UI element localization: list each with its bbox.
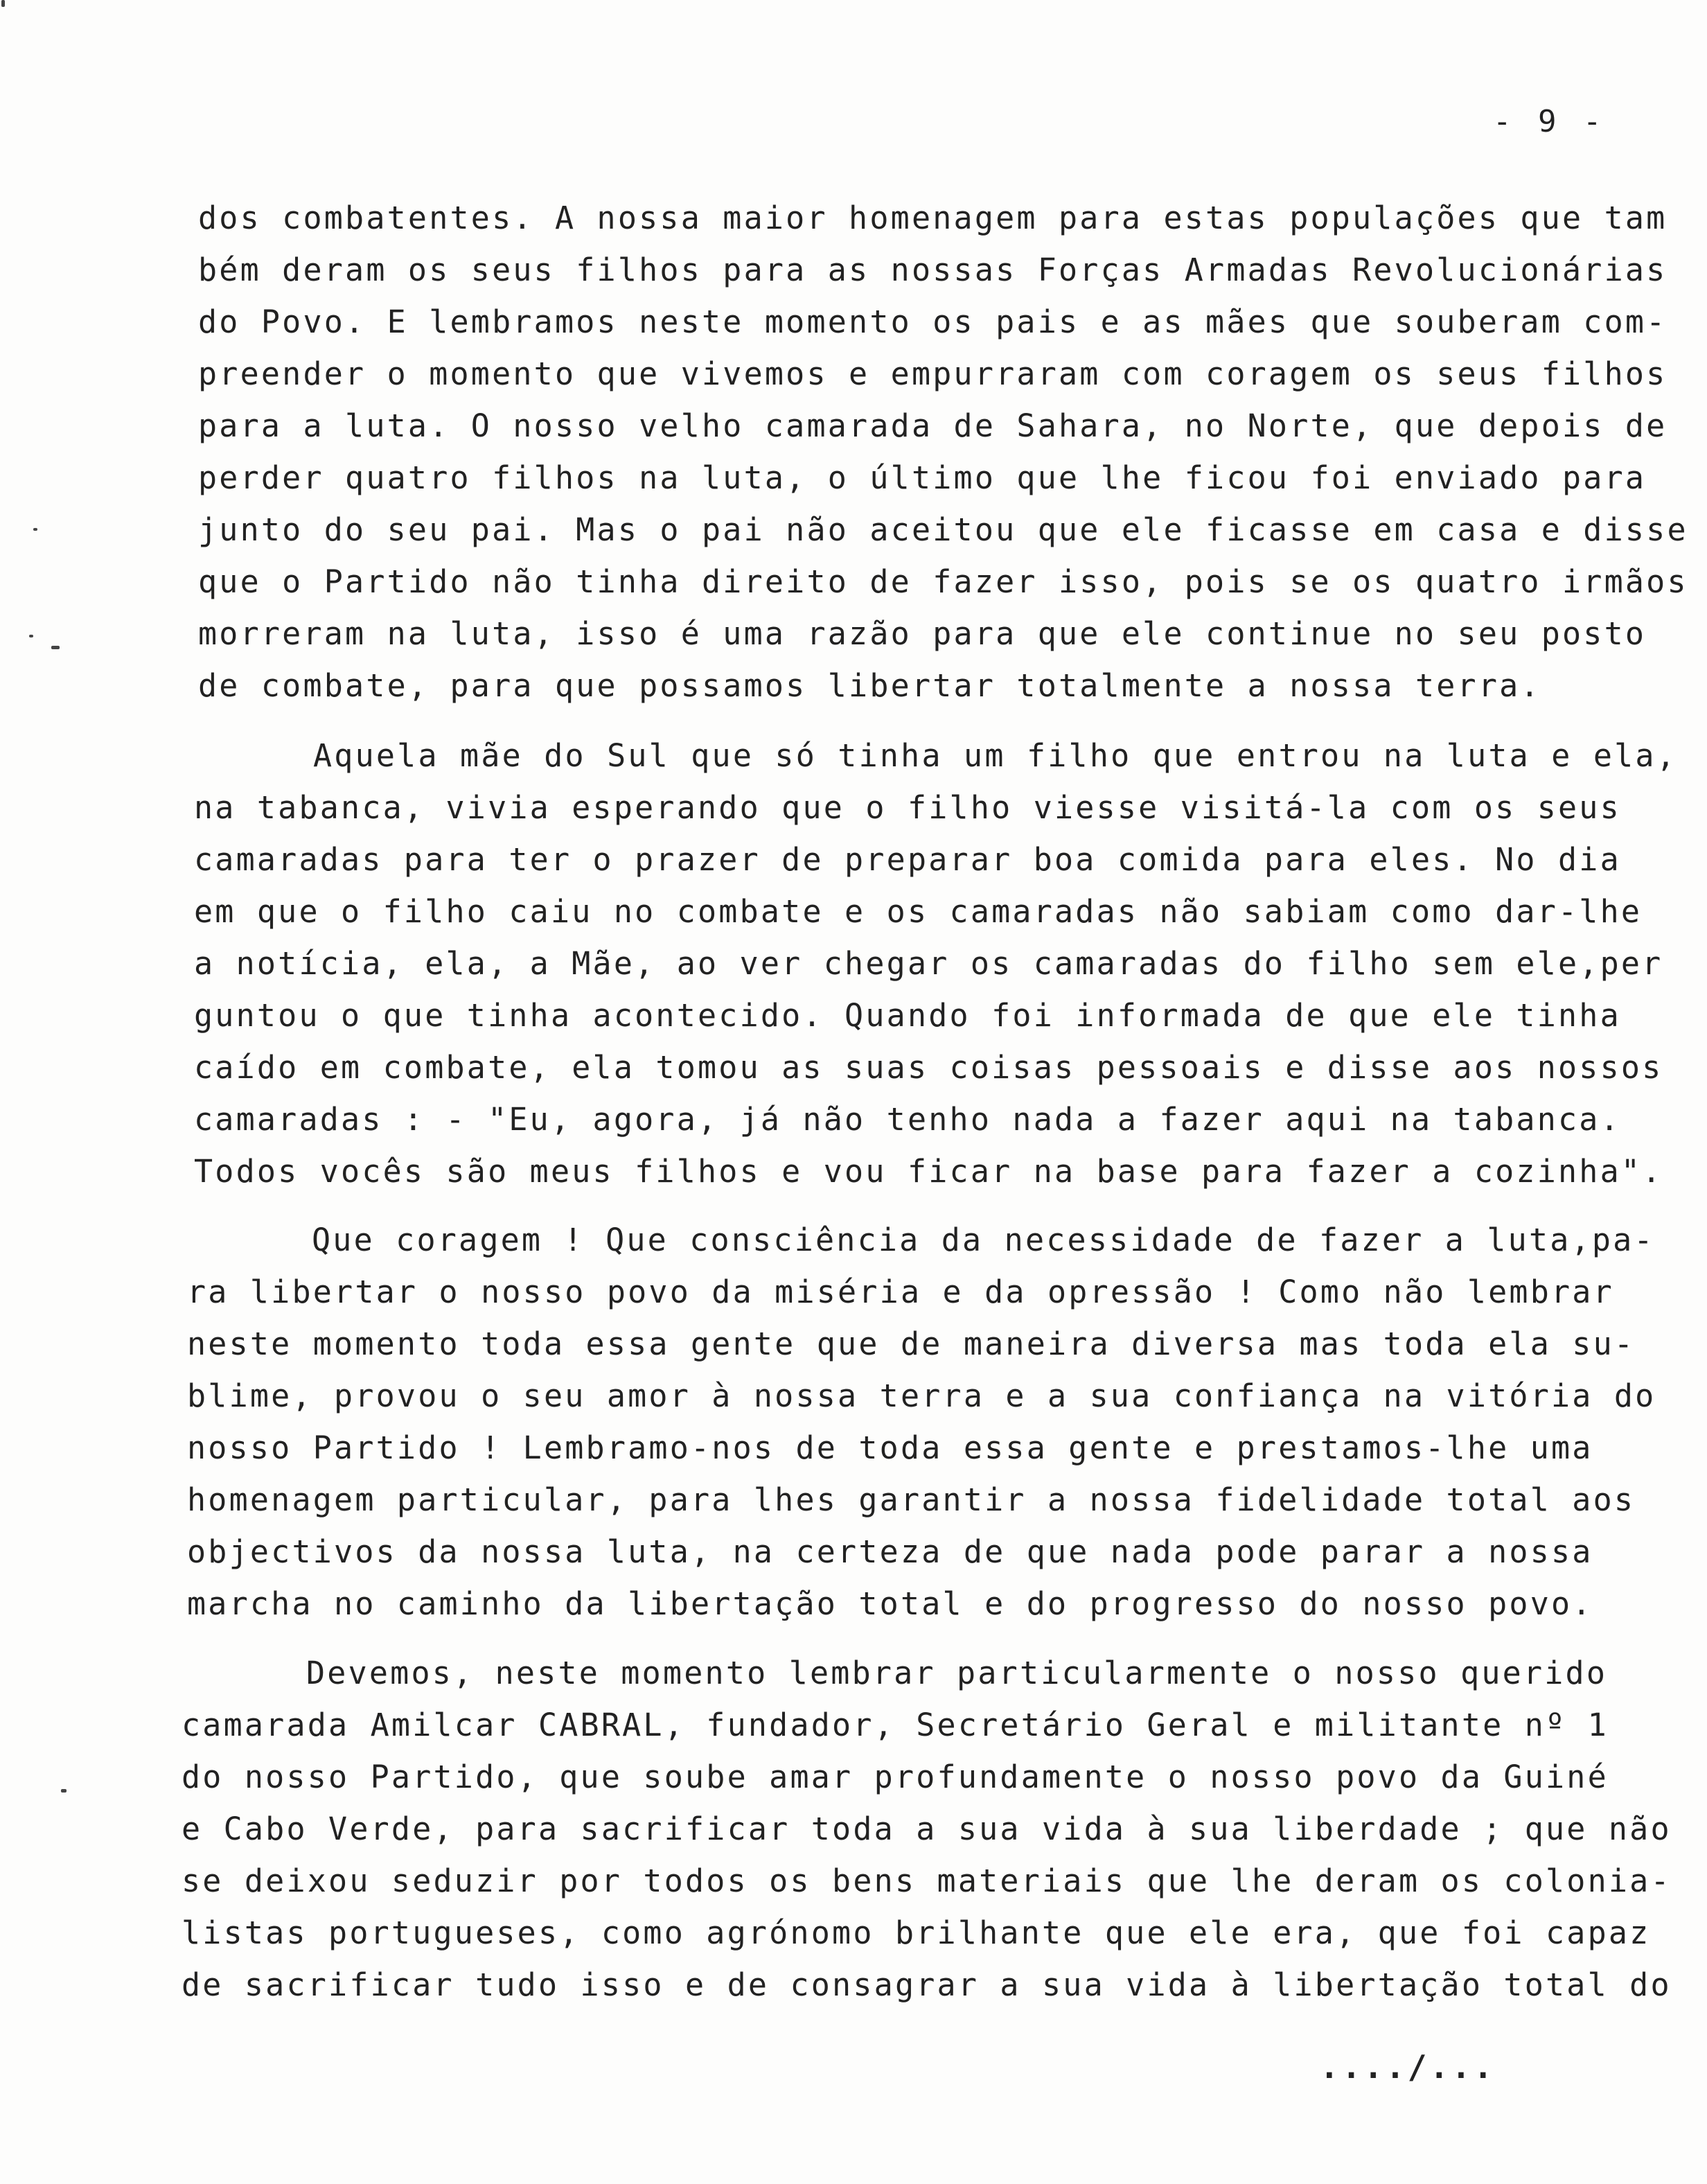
text-line: camaradas para ter o prazer de preparar boa comida para eles. No dia — [194, 841, 1621, 878]
text-line: dos combatentes. A nossa maior homenagem para estas populações que tam — [198, 200, 1668, 236]
page-number: - 9 - — [1493, 104, 1606, 139]
text-line: perder quatro filhos na luta, o último que lhe ficou foi enviado para — [198, 459, 1647, 496]
text-line: marcha no caminho da libertação total e do progresso do nosso povo. — [187, 1585, 1593, 1622]
text-line: bém deram os seus filhos para as nossas Forças Armadas Revolucionárias — [198, 252, 1668, 288]
text-line: preender o momento que vivemos e empurraram com coragem os seus filhos — [198, 355, 1668, 392]
text-line: junto do seu pai. Mas o pai não aceitou que ele ficasse em casa e disse — [198, 511, 1688, 548]
text-line: a notícia, ela, a Mãe, ao ver chegar os camaradas do filho sem ele,per — [194, 945, 1663, 982]
text-line: camaradas : - "Eu, agora, já não tenho nada a fazer aqui na tabanca. — [194, 1101, 1621, 1138]
text-line: e Cabo Verde, para sacrificar toda a sua vida à sua liberdade ; que não — [182, 1811, 1672, 1847]
scan-speck — [61, 1789, 67, 1793]
text-line: blime, provou o seu amor à nossa terra e a sua confiança na vitória do — [187, 1377, 1656, 1414]
text-line: nosso Partido ! Lembramo-nos de toda essa gente e prestamos-lhe uma — [187, 1429, 1593, 1466]
text-line: do Povo. E lembramos neste momento os pais e as mães que souberam com- — [198, 303, 1668, 340]
text-line: do nosso Partido, que soube amar profundamente o nosso povo da Guiné — [182, 1759, 1609, 1795]
scan-speck — [51, 646, 60, 649]
text-line: em que o filho caiu no combate e os camaradas não sabiam como dar-lhe — [194, 893, 1643, 930]
text-line: camarada Amilcar CABRAL, fundador, Secretário Geral e militante nº 1 — [182, 1707, 1609, 1743]
text-line: Todos vocês são meus filhos e vou ficar na base para fazer a cozinha". — [194, 1153, 1663, 1190]
text-line: se deixou seduzir por todos os bens materiais que lhe deram os colonia- — [182, 1862, 1672, 1899]
text-line: Devemos, neste momento lembrar particularmente o nosso querido — [306, 1655, 1608, 1691]
scan-speck — [1, 0, 5, 7]
text-line: de sacrificar tudo isso e de consagrar a sua vida à libertação total do — [182, 1966, 1672, 2003]
text-line: caído em combate, ela tomou as suas coisas pessoais e disse aos nossos — [194, 1049, 1663, 1086]
scan-speck — [29, 635, 33, 637]
text-line: objectivos da nossa luta, na certeza de que nada pode parar a nossa — [187, 1533, 1593, 1570]
text-line: de combate, para que possamos libertar totalmente a nossa terra. — [198, 667, 1541, 704]
text-line: homenagem particular, para lhes garantir a nossa fidelidade total aos — [187, 1481, 1636, 1518]
scan-speck — [33, 528, 37, 531]
text-line: listas portugueses, como agrónomo brilhante que ele era, que foi capaz — [182, 1914, 1651, 1951]
text-line: ra libertar o nosso povo da miséria e da opressão ! Como não lembrar — [187, 1274, 1614, 1310]
text-line: Que coragem ! Que consciência da necessidade de fazer a luta,pa- — [312, 1222, 1655, 1258]
text-line: neste momento toda essa gente que de maneira diversa mas toda ela su- — [187, 1326, 1636, 1362]
text-line: na tabanca, vivia esperando que o filho viesse visitá-la com os seus — [194, 789, 1621, 826]
continuation-mark: ..../... — [1320, 2048, 1496, 2086]
text-line: que o Partido não tinha direito de fazer isso, pois se os quatro irmãos — [198, 563, 1688, 600]
text-line: morreram na luta, isso é uma razão para que ele continue no seu posto — [198, 615, 1647, 652]
text-line: para a luta. O nosso velho camarada de Sahara, no Norte, que depois de — [198, 407, 1668, 444]
text-line: Aquela mãe do Sul que só tinha um filho que entrou na luta e ela, — [313, 737, 1677, 774]
text-line: guntou o que tinha acontecido. Quando foi informada de que ele tinha — [194, 997, 1621, 1034]
